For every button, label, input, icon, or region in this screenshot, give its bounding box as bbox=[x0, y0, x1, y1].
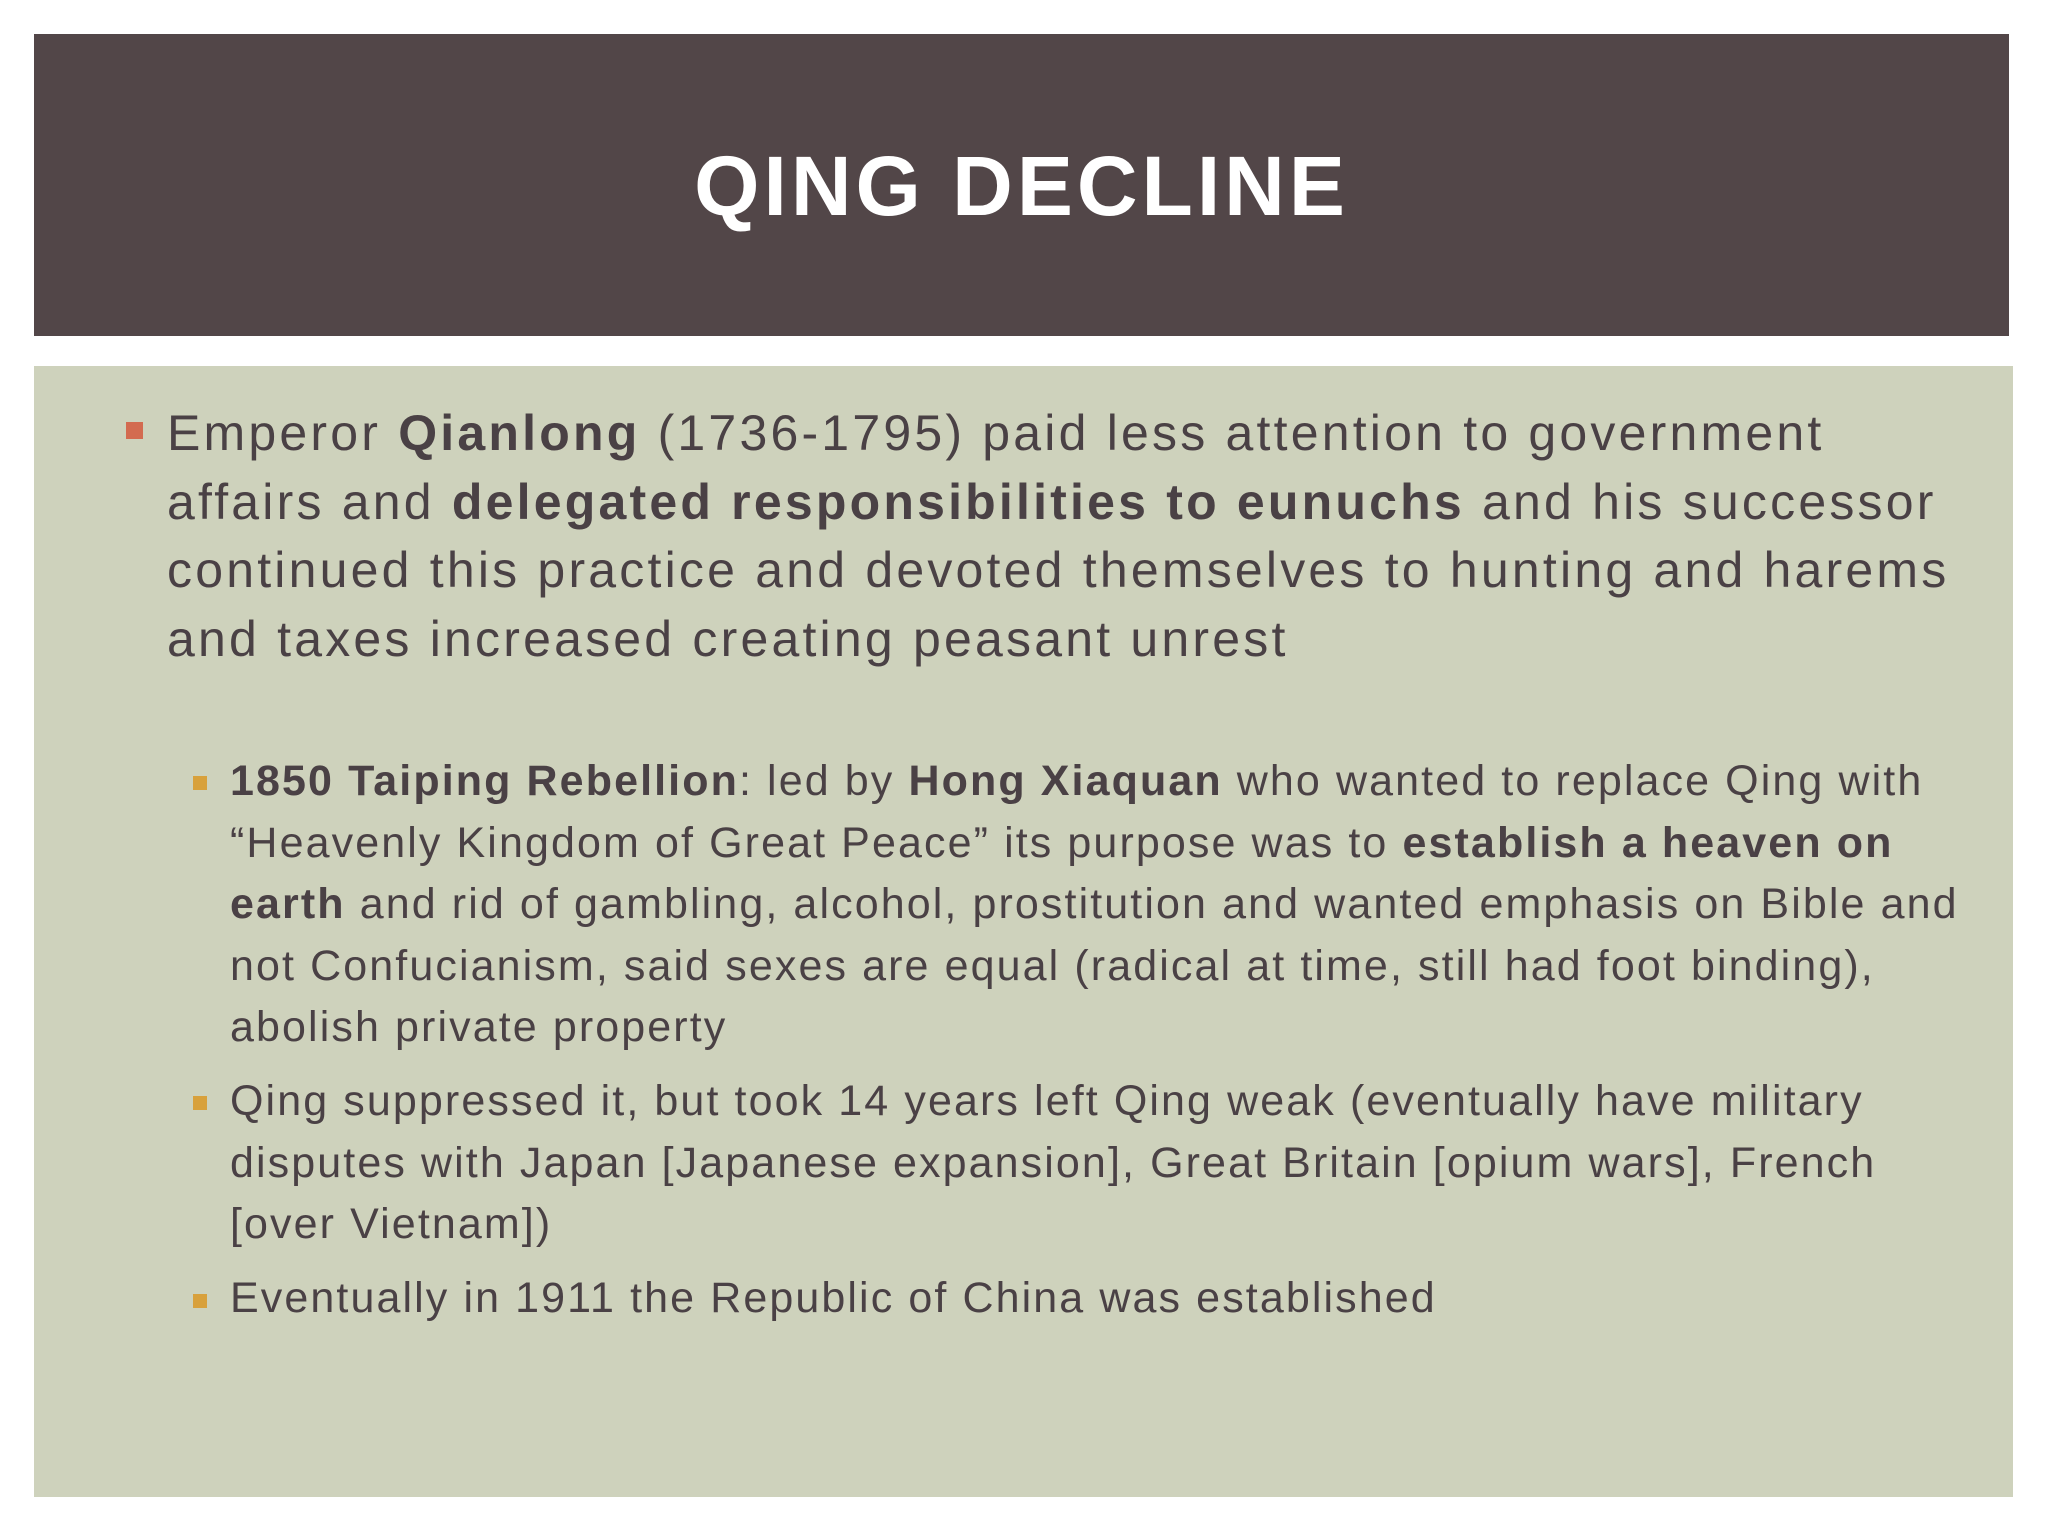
text-segment: Emperor bbox=[167, 405, 399, 461]
text-segment-bold: Hong Xiaquan bbox=[908, 757, 1223, 805]
square-sub-bullet-icon bbox=[193, 776, 207, 790]
text-segment: Qing suppressed it, but took 14 years left Qing weak (eventually have military disputes with Japan [Japanese expansion], Great Britain [opium wars], French [over Vietnam]) bbox=[230, 1077, 1891, 1248]
content-panel bbox=[34, 366, 2013, 1497]
sub-bullet-text bbox=[230, 1071, 1990, 1256]
text-segment: and rid of gambling, alcohol, prostitution and wanted emphasis on Bible and not Confucianism, said sexes are equal (radical at time, still had foot binding), abolish private property bbox=[230, 880, 1973, 1051]
text-segment-bold: delegated responsibilities to eunuchs bbox=[451, 473, 1465, 530]
text-segment: Eventually in 1911 the Republic of China was established bbox=[230, 1274, 1437, 1322]
text-segment: and his successor continued this practice and devoted themselves to hunting and harems and taxes increased creating peasant unrest bbox=[167, 473, 1967, 667]
text-segment-bold: 1850 Taiping Rebellion bbox=[230, 757, 739, 805]
square-sub-bullet-icon bbox=[193, 1096, 207, 1110]
text-segment-bold: Qianlong bbox=[398, 405, 641, 461]
text-segment: : led by bbox=[738, 757, 909, 805]
text-segment: who wanted to replace Qing with “Heavenly Kingdom of Great Peace” its purpose was to bbox=[230, 757, 1938, 867]
sub-bullet-text bbox=[230, 1268, 1990, 1330]
text-segment-bold: establish a heaven on earth bbox=[230, 818, 1908, 928]
title-bar bbox=[34, 34, 2009, 336]
sub-bullet-text bbox=[230, 751, 1990, 1059]
text-segment: (1736-1795) paid less attention to government affairs and bbox=[167, 405, 1842, 530]
bullet-text bbox=[167, 399, 1967, 673]
square-bullet-icon bbox=[126, 422, 143, 439]
slide-title: QING DECLINE bbox=[694, 138, 1349, 233]
square-sub-bullet-icon bbox=[193, 1294, 207, 1308]
